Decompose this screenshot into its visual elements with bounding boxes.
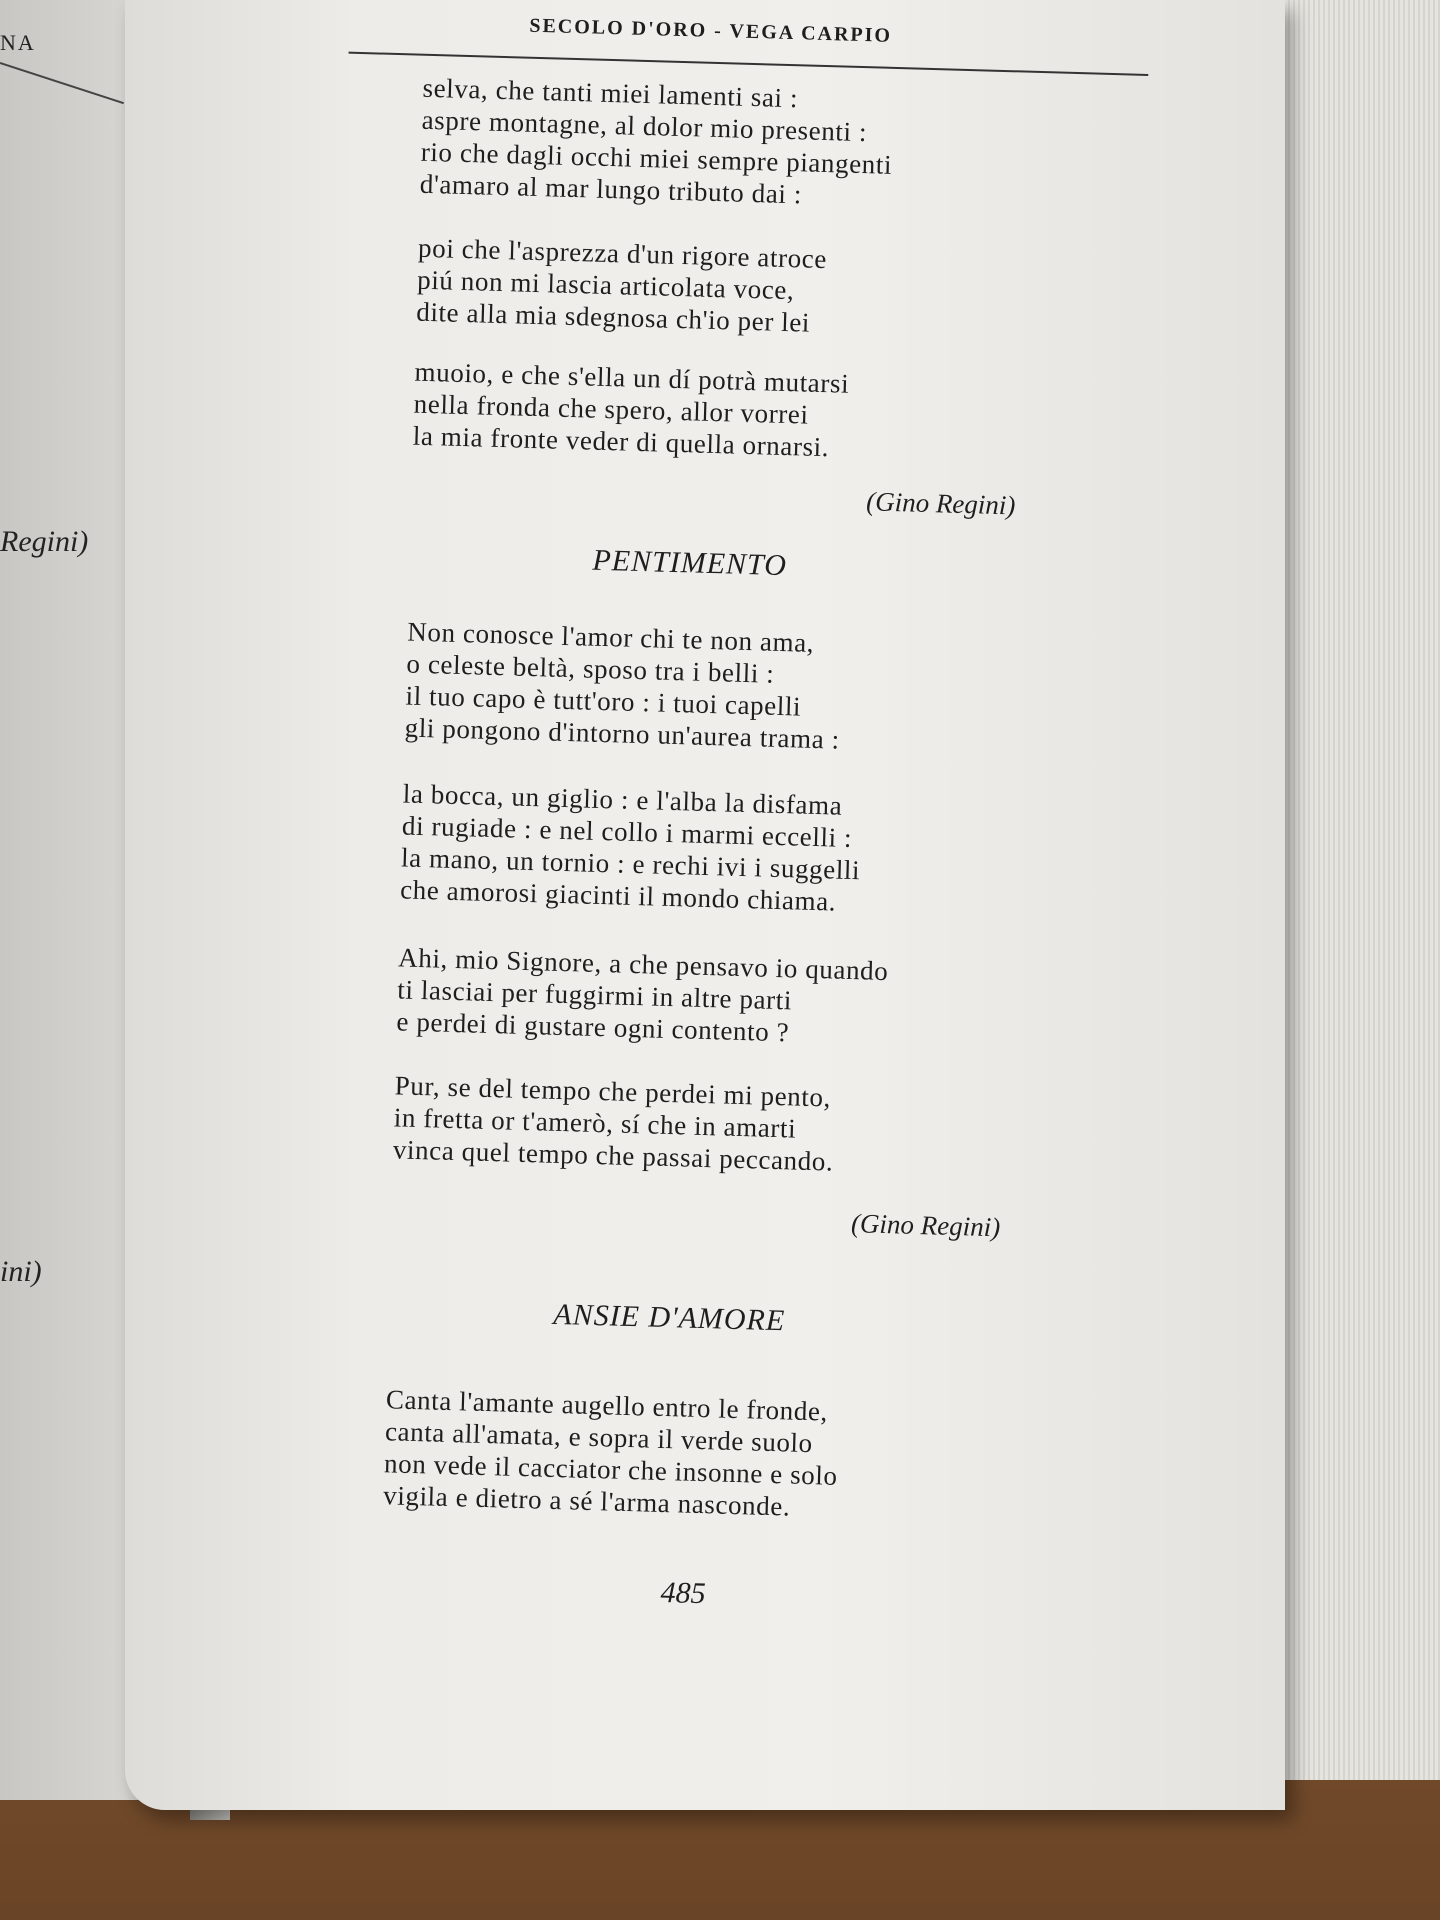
stanza: [416, 232, 828, 339]
verse-line: e perdei di gustare ogni contento ?: [396, 1006, 790, 1048]
verse-line: Canta l'amante augello entro le fronde,: [385, 1384, 829, 1427]
poem-title: PENTIMENTO: [592, 543, 788, 583]
stanza: [404, 616, 843, 756]
verse-line: in fretta or t'amerò, sí che in amarti: [393, 1102, 797, 1144]
verse-line: selva, che tanti miei lamenti sai :: [422, 72, 799, 114]
verse-line: Pur, se del tempo che perdei mi pento,: [394, 1070, 832, 1113]
left-attribution-1: Regini): [0, 525, 89, 558]
verse-line: Ahi, mio Signore, a che pensavo io quando: [397, 942, 889, 987]
poem-title: ANSIE D'AMORE: [552, 1297, 786, 1338]
verse-line: poi che l'asprezza d'un rigore atroce: [417, 232, 828, 275]
verse-line: vigila e dietro a sé l'arma nasconde.: [382, 1480, 791, 1522]
poem-attribution: (Gino Regini): [850, 1208, 1001, 1243]
stanza: [396, 941, 889, 1051]
page-content: [243, 0, 1340, 1729]
verse-line: la mia fronte veder di quella ornarsi.: [412, 420, 830, 463]
running-head: SECOLO D'ORO - VEGA CARPIO: [529, 14, 893, 47]
verse-line: nella fronda che spero, allor vorrei: [413, 388, 809, 430]
stanza: [393, 1069, 836, 1177]
stanza: [383, 1383, 840, 1524]
left-attribution-2: ini): [0, 1255, 42, 1288]
verse-line: ti lasciai per fuggirmi in altre parti: [396, 974, 793, 1016]
verse-line: la bocca, un giglio : e l'alba la disfama: [402, 778, 843, 821]
verse-line: dite alla mia sdegnosa ch'io per lei: [415, 296, 811, 338]
verse-line: che amorosi giacinti il mondo chiama.: [399, 874, 837, 917]
right-page: [125, 0, 1285, 1810]
verse-line: d'amaro al mar lungo tributo dai :: [419, 168, 803, 210]
left-running-head: NA: [0, 30, 36, 55]
stanza: [419, 72, 894, 213]
verse-line: di rugiade : e nel collo i marmi eccelli :: [401, 810, 853, 854]
verse-line: vinca quel tempo che passai peccando.: [392, 1134, 834, 1177]
stanza: [400, 777, 863, 918]
verse-line: Non conosce l'amor chi te non ama,: [406, 616, 815, 658]
page-number: 485: [660, 1575, 707, 1611]
poem-attribution: (Gino Regini): [865, 486, 1016, 521]
verse-line: o celeste beltà, sposo tra i belli :: [406, 648, 775, 689]
stanza: [412, 356, 849, 464]
verse-line: la mano, un tornio : e rechi ivi i suggelli: [400, 842, 861, 886]
verse-line: aspre montagne, al dolor mio presenti :: [421, 104, 868, 148]
verse-line: rio che dagli occhi miei sempre piangenti: [420, 136, 893, 180]
verse-line: muoio, e che s'ella un dí potrà mutarsi: [414, 356, 850, 399]
verse-line: gli pongono d'intorno un'aurea trama :: [404, 712, 841, 755]
left-header-rule: [0, 62, 124, 104]
verse-line: non vede il cacciator che insonne e solo: [383, 1448, 839, 1491]
verse-line: piú non mi lascia articolata voce,: [416, 264, 795, 306]
verse-line: il tuo capo è tutt'oro : i tuoi capelli: [405, 680, 802, 722]
verse-line: canta all'amata, e sopra il verde suolo: [384, 1416, 814, 1459]
